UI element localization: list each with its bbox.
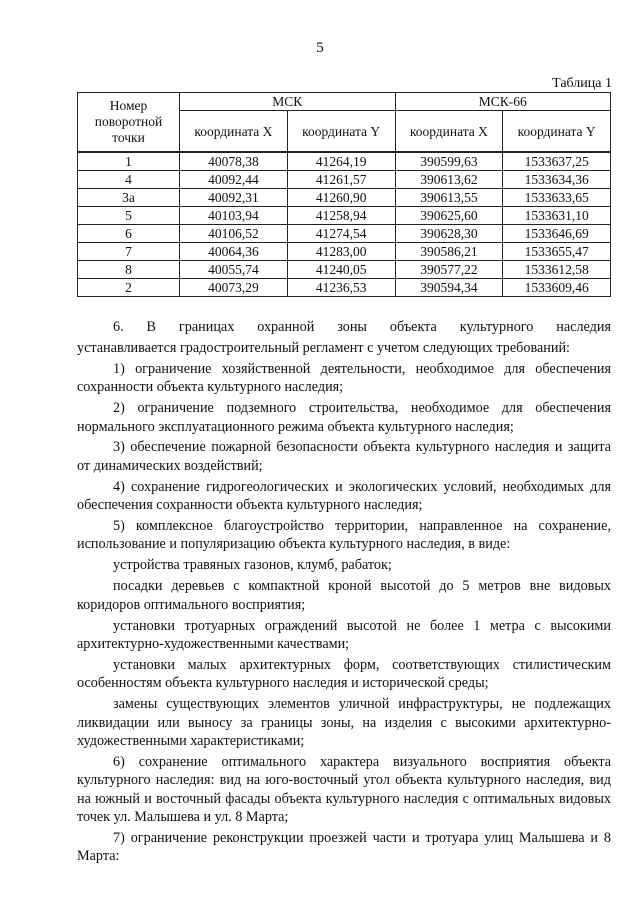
cell-msk-y: 41258,94 — [287, 207, 395, 225]
cell-msk66-y: 1533634,36 — [503, 171, 611, 189]
header-msk-y: координата Y — [287, 111, 395, 153]
cell-msk66-x: 390613,55 — [395, 189, 503, 207]
cell-msk-x: 40103,94 — [180, 207, 288, 225]
cell-msk-x: 40092,44 — [180, 171, 288, 189]
header-msk66-y: координата Y — [503, 111, 611, 153]
paragraph: 3) обеспечение пожарной безопасности объекта культурного наследия и защита от динамических воздействий; — [77, 439, 611, 474]
cell-msk66-x: 390625,60 — [395, 207, 503, 225]
table-caption: Таблица 1 — [552, 76, 612, 91]
page-number: 5 — [316, 40, 324, 56]
coordinates-table — [77, 92, 611, 297]
table-row — [78, 171, 611, 189]
table-row — [78, 225, 611, 243]
cell-msk66-y: 1533609,46 — [503, 279, 611, 297]
table-row — [78, 207, 611, 225]
cell-msk-x: 40092,31 — [180, 189, 288, 207]
table-row — [78, 152, 611, 171]
header-group-msk: МСК — [180, 93, 396, 111]
header-msk66-x: координата X — [395, 111, 503, 153]
header-msk-x: координата X — [180, 111, 288, 153]
paragraph: устройства травяных газонов, клумб, рабаток; — [113, 557, 392, 574]
cell-msk-y: 41240,05 — [287, 261, 395, 279]
paragraph: 6) сохранение оптимального характера визуального восприятия объекта культурного наследия: вид на юго-восточный угол объекта культурного наследия, вид на южный и восточный фасады объекта культурного наследия с оптимальных видовых точек ул. Малышева и ул. 8 Марта; — [77, 753, 611, 826]
cell-msk-x: 40073,29 — [180, 279, 288, 297]
paragraph: установки тротуарных ограждений высотой не более 1 метра с высокими архитектурно-художественными качествами; — [77, 617, 611, 652]
paragraph: 4) сохранение гидрогеологических и экологических условий, необходимых для обеспечения сохранности объекта культурного наследия; — [77, 478, 611, 514]
paragraph: 5) комплексное благоустройство территории, направленное на сохранение, использование и популяризацию объекта культурного наследия, в виде: — [77, 518, 611, 553]
paragraph: посадки деревьев с компактной кроной высотой до 5 метров вне видовых коридоров оптимального восприятия; — [77, 578, 611, 613]
cell-msk-x: 40055,74 — [180, 261, 288, 279]
cell-point: 3а — [78, 189, 180, 207]
header-point-number: Номер поворотной точки — [78, 93, 180, 153]
paragraph: устанавливается градостроительный регламент с учетом следующих требований: — [77, 339, 570, 356]
cell-msk66-x: 390594,34 — [395, 279, 503, 297]
cell-msk-y: 41264,19 — [287, 152, 395, 171]
table-body — [78, 152, 611, 297]
cell-msk66-x: 390599,63 — [395, 152, 503, 171]
header-group-msk66: МСК-66 — [395, 93, 611, 111]
cell-msk-x: 40078,38 — [180, 152, 288, 171]
paragraph: 2) ограничение подземного строительства, необходимое для обеспечения нормального эксплуатационного режима объекта культурного наследия; — [77, 400, 611, 435]
paragraph: 6. В границах охранной зоны объекта культурного наследия — [113, 319, 611, 335]
cell-msk66-y: 1533637,25 — [503, 152, 611, 171]
cell-msk-y: 41274,54 — [287, 225, 395, 243]
cell-msk-y: 41260,90 — [287, 189, 395, 207]
cell-msk66-y: 1533612,58 — [503, 261, 611, 279]
cell-msk66-y: 1533646,69 — [503, 225, 611, 243]
table-row — [78, 261, 611, 279]
cell-msk66-y: 1533633,65 — [503, 189, 611, 207]
cell-msk-y: 41261,57 — [287, 171, 395, 189]
table-row — [78, 243, 611, 261]
cell-point: 2 — [78, 279, 180, 297]
cell-point: 4 — [78, 171, 180, 189]
cell-msk66-x: 390613,62 — [395, 171, 503, 189]
paragraph: установки малых архитектурных форм, соответствующих стилистическим особенностям объекта культурного наследия и исторической среды; — [77, 656, 611, 692]
cell-msk-x: 40064,36 — [180, 243, 288, 261]
table-row — [78, 189, 611, 207]
cell-point: 5 — [78, 207, 180, 225]
paragraph: 7) ограничение реконструкции проезжей части и тротуара улиц Малышева и 8 Марта: — [77, 830, 611, 865]
cell-point: 1 — [78, 152, 180, 171]
cell-msk66-x: 390586,21 — [395, 243, 503, 261]
cell-point: 6 — [78, 225, 180, 243]
cell-msk-y: 41236,53 — [287, 279, 395, 297]
cell-msk-y: 41283,00 — [287, 243, 395, 261]
cell-point: 8 — [78, 261, 180, 279]
cell-msk66-x: 390577,22 — [395, 261, 503, 279]
cell-point: 7 — [78, 243, 180, 261]
regulation-text — [77, 318, 611, 868]
table-row — [78, 279, 611, 297]
cell-msk-x: 40106,52 — [180, 225, 288, 243]
paragraph: 1) ограничение хозяйственной деятельности, необходимое для обеспечения сохранности объекта культурного наследия; — [77, 360, 611, 396]
cell-msk66-y: 1533631,10 — [503, 207, 611, 225]
cell-msk66-x: 390628,30 — [395, 225, 503, 243]
cell-msk66-y: 1533655,47 — [503, 243, 611, 261]
paragraph: замены существующих элементов уличной инфраструктуры, не подлежащих ликвидации или выносу за границы зоны, на изделия с высокими архитектурно-художественными характеристиками; — [77, 696, 611, 750]
